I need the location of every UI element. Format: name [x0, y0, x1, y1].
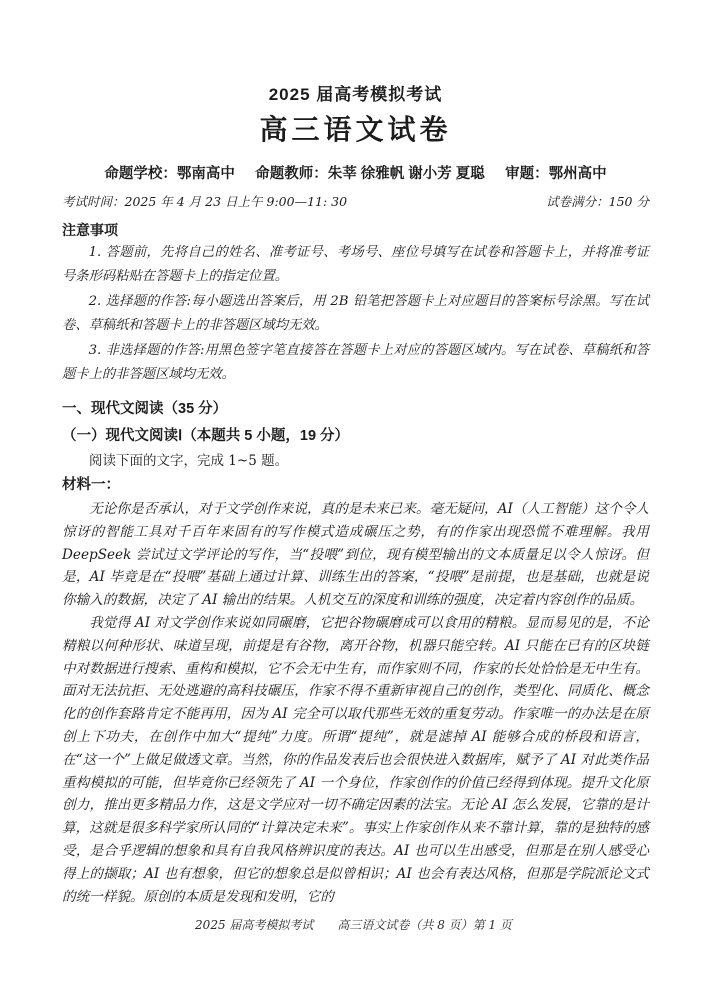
material-one-label: 材料一：: [62, 477, 120, 493]
reading-instruction: 阅读下面的文字，完成 1~5 题。: [89, 453, 289, 469]
exam-time-row: [62, 192, 649, 210]
exam-time: 考试时间：2025 年 4 月 23 日上午 9:00—11: 30: [62, 194, 348, 209]
paper-meta-line: [62, 162, 649, 183]
notice-item-3: 3. 非选择题的作答:用黑色签字笔直接答在答题卡上对应的答题区域内。写在试卷、草稿纸和答题卡上的非答题区域均无效。: [62, 343, 649, 382]
exam-title: 2025 届高考模拟考试: [268, 85, 443, 104]
subsection-heading-reading-1: （一）现代文阅读Ⅰ（本题共 5 小题，19 分）: [62, 428, 350, 444]
meta-school: 命题学校：鄂南高中: [104, 166, 235, 182]
full-score: 试卷满分：150 分: [546, 194, 649, 209]
paper-title: 高三语文试卷: [259, 114, 452, 145]
notice-item-1: 1. 答题前，先将自己的姓名、准考证号、考场号、座位号填写在试卷和答题卡上，并将准考证号条形码粘贴在答题卡上的指定位置。: [62, 245, 649, 284]
material-paragraph-2: 我觉得 AI 对文学创作来说如同碾磨，它把谷物碾磨成可以食用的精粮。显而易见的是，不论精粮以何种形状、味道呈现，前提是有谷物，离开谷物，机器只能空转。AI 只能在已有的区块链中对数据进行搜索、重构和模拟，它不会无中生有，而作家则不同，作家的长处恰恰是无中生有。面对无法抗拒、无处逃避的高科技碾压，作家不得不重新审视自己的创作，类型化、同质化、概念化的创作套路肯定不能再用，因为 AI 完全可以取代那些无效的重复劳动。作家唯一的办法是在原创上下功夫，在创作中加大“提纯”力度。所谓“提纯”，就是滤掉 AI 能够合成的桥段和语言，在“这一个”上做足做透文章。当然，你的作品发表后也会很快进入数据库，赋予了 AI 对此类作品重构模拟的可能，但毕竟你已经领先了 AI 一个身位，作家创作的价值已经得到体现。提升文化原创力，推出更多精品力作，这是文学应对一切不确定因素的法宝。无论 AI 怎么发展，它靠的是计算，这就是很多科学家所认同的“计算决定未来”。事实上作家创作从来不靠计算，靠的是独特的感受，是合乎逻辑的想象和具有自我风格辨识度的表达。AI 也可以生出感受，但那是在别人感受心得上的撷取；AI 也有想象，但它的想象总是似曾相识；AI 也会有表达风格，但那是学院派论文式的统一样貌。原创的本质是发现和发明，它的: [62, 614, 649, 905]
notice-heading: 注意事项: [62, 222, 118, 238]
page-footer: 2025 届高考模拟考试 高三语文试卷（共 8 页）第 1 页: [195, 918, 512, 932]
notice-item-2: 2. 选择题的作答:每小题选出答案后，用 2B 铅笔把答题卡上对应题目的答案标号涂黑。写在试卷、草稿纸和答题卡上的非答题区域均无效。: [62, 294, 649, 333]
meta-teachers: 命题教师：朱莘 徐雅帆 谢小芳 夏聪: [255, 166, 485, 182]
material-paragraph-1: 无论你是否承认，对于文学创作来说，真的是未来已来。毫无疑问，AI（人工智能）这个令人惊讶的智能工具对千百年来固有的写作模式造成碾压之势，有的作家出现恐慌不难理解。我用 DeepSeek 尝试过文学评论的写作，当“投喂”到位，现有模型输出的文本质量足以令人惊讶。但是，AI 毕竟是在“投喂”基础上通过计算、训练生出的答案，“投喂”是前提，也是基础，也就是说你输入的数据，决定了 AI 输出的结果。人机交互的深度和训练的强度，决定着内容创作的品质。: [62, 501, 649, 609]
section-heading-modern-reading: 一、现代文阅读（35 分）: [62, 401, 228, 417]
meta-reviewer: 审题：鄂州高中: [505, 166, 607, 182]
